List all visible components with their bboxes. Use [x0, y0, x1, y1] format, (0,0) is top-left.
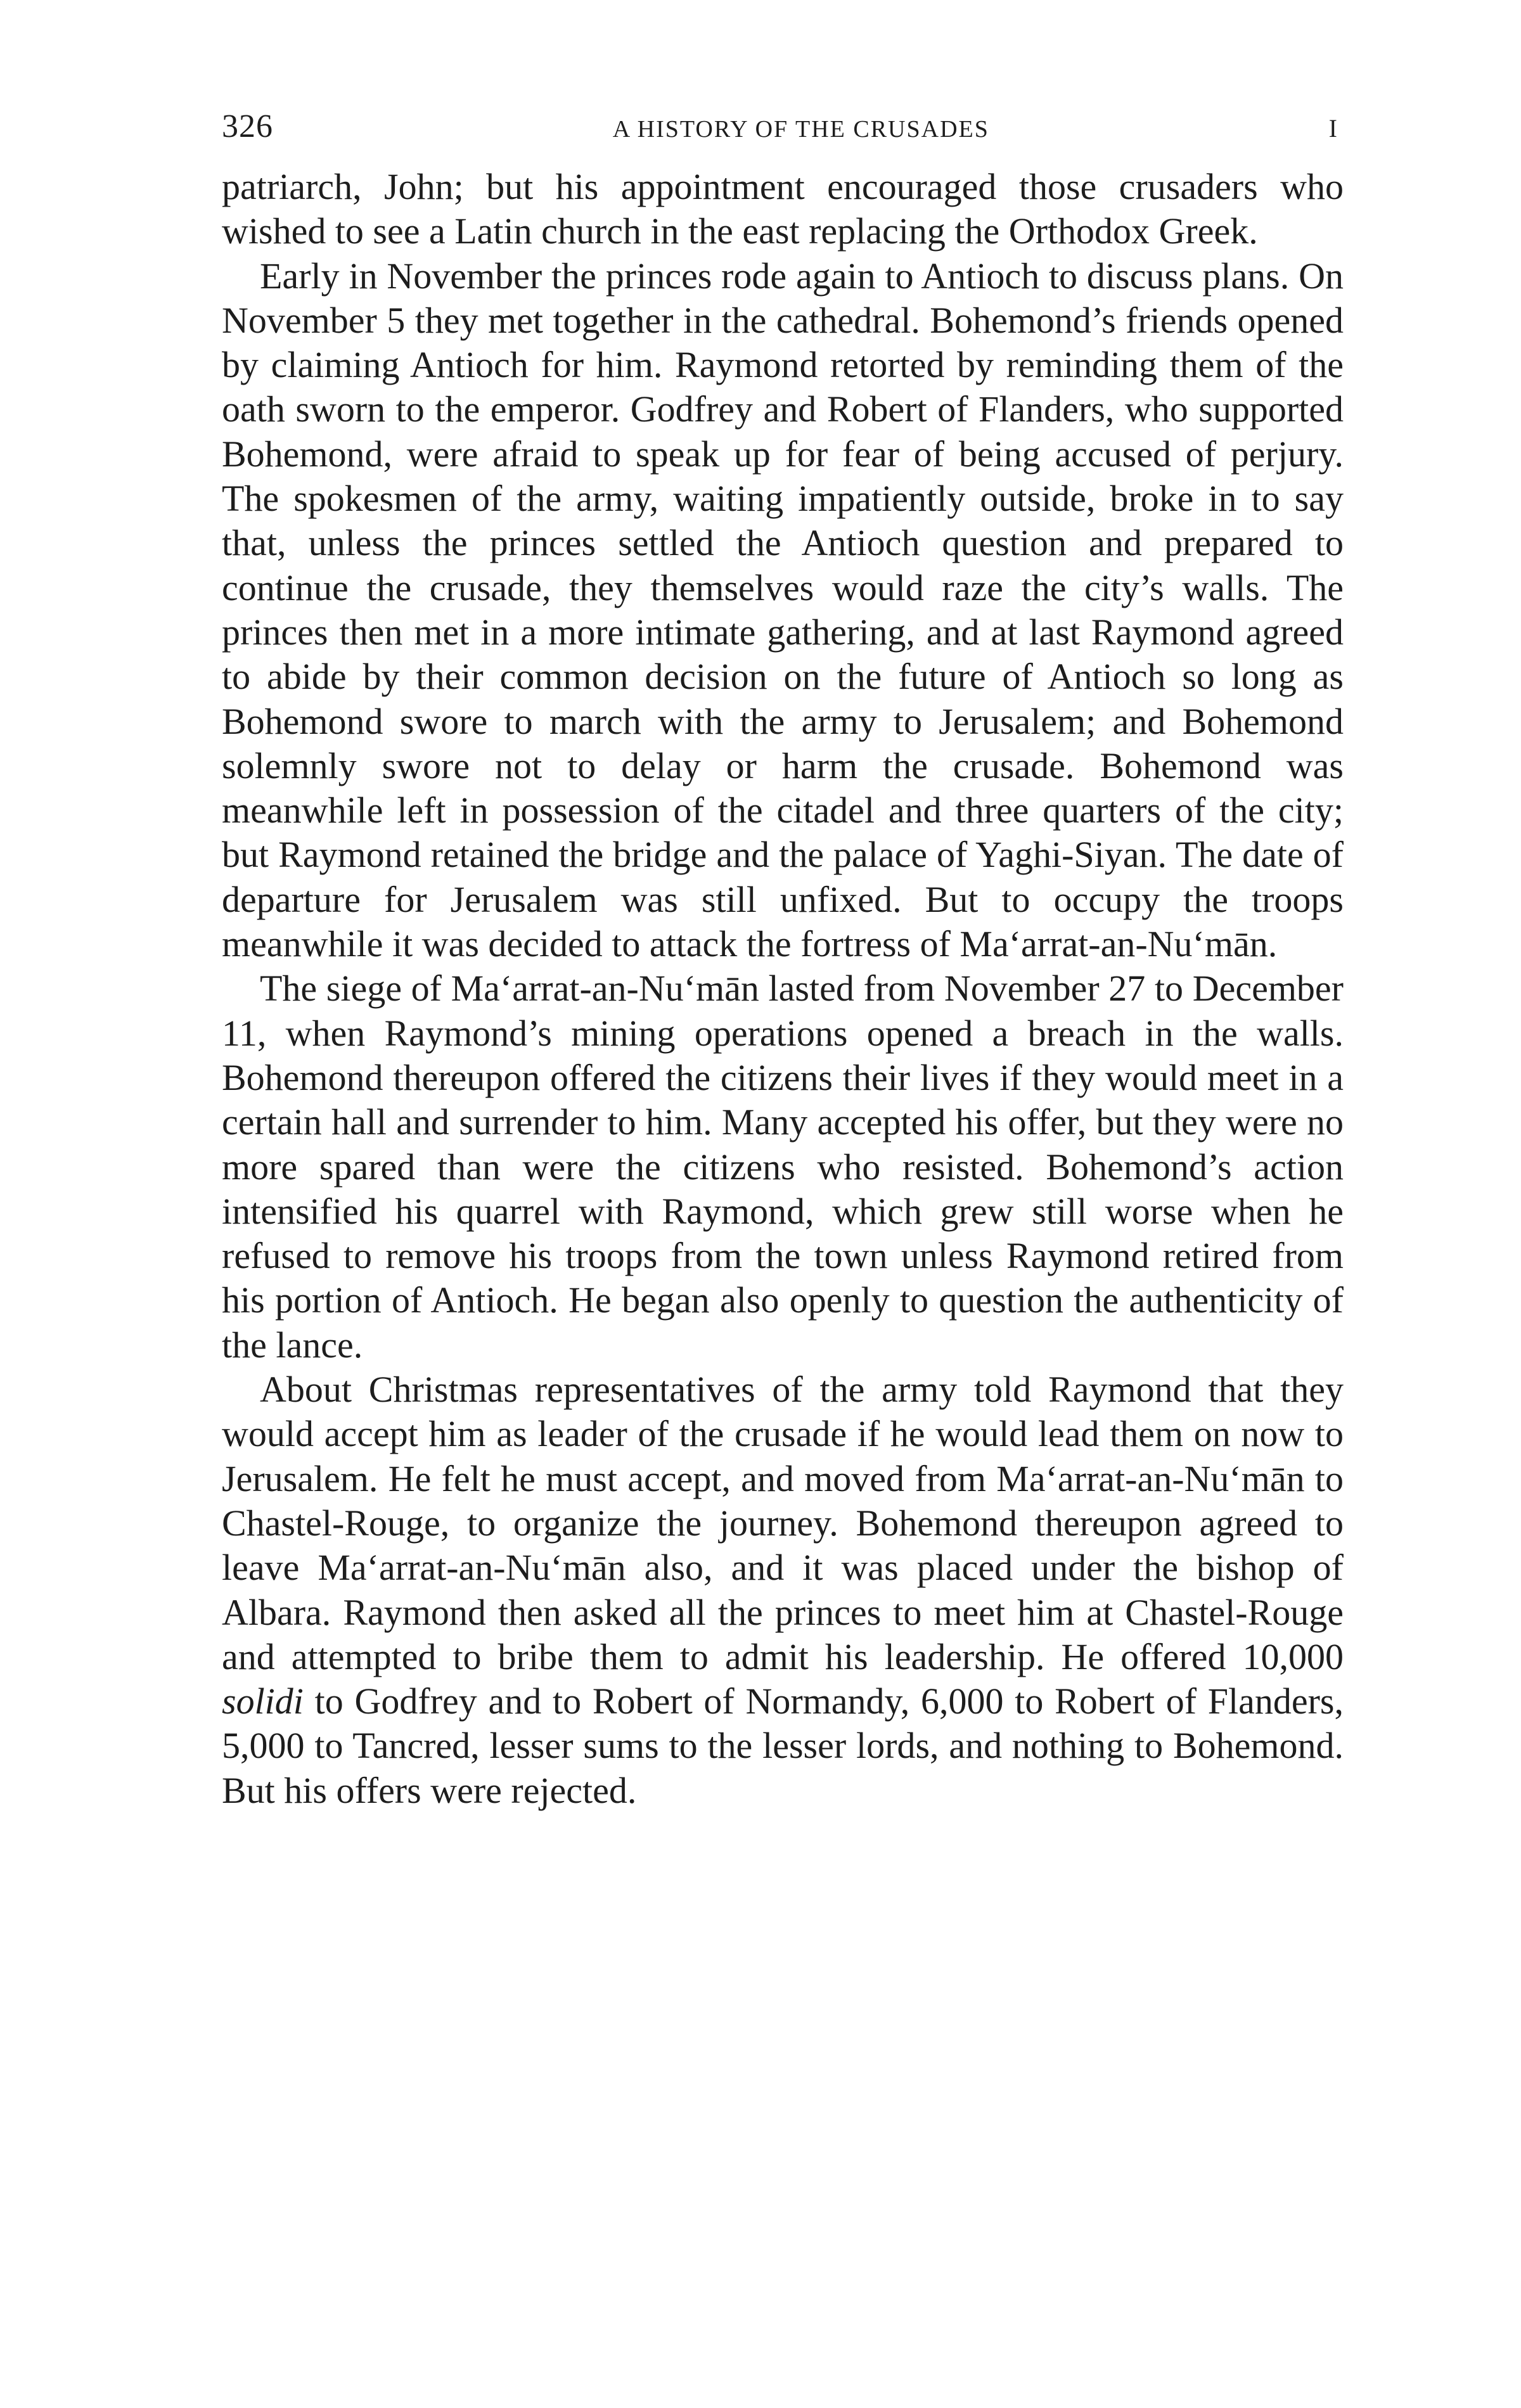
chapter-number: I — [1328, 114, 1337, 143]
paragraph-princes-meeting: Early in November the princes rode again to Antioch to discuss plans. On November 5 they met together in the cathedral. Bohemond’s friends opened by claiming Antioch for him. Raymond retorted by reminding them of the oath sworn to the emperor. Godfrey and Robert of Flanders, who supported Bohemond, were afraid to speak up for fear of being accused of perjury. The spokesmen of the army, waiting impatiently outside, broke in to say that, unless the princes settled the Antioch question and prepared to continue the crusade, they themselves would raze the city’s walls. The princes then met in a more intimate gathering, and at last Raymond agreed to abide by their common decision on the future of Antioch so long as Bohemond swore to march with the army to Jerusalem; and Bohemond solemnly swore not to delay or harm the crusade. Bohemond was meanwhile left in possession of the citadel and three quarters of the city; but Raymond retained the bridge and the palace of Yaghi-Siyan. The date of departure for Jerusalem was still unfixed. But to occupy the troops meanwhile it was decided to attack the fortress of Ma‘arrat-an-Nu‘mān. — [222, 255, 1344, 965]
paragraph-christmas-text-before: About Christmas representatives of the army told Raymond that they would accept him as leader of the crusade if he would lead them on now to Jerusalem. He felt he must accept, and moved from Ma‘arrat-an-Nu‘mān to Chastel-Rouge, to organize the journey. Bohemond thereupon agreed to leave Ma‘arrat-an-Nu‘mān also, and it was placed under the bishop of Albara. Raymond then asked all the princes to meet him at Chastel-Rouge and attempted to bribe them to admit his leadership. He offered 10,000 — [222, 1369, 1344, 1677]
paragraph-siege: The siege of Ma‘arrat-an-Nu‘mān lasted from November 27 to December 11, when Raymond’s mining operations opened a breach in the walls. Bohemond thereupon offered the citizens their lives if they would meet in a certain hall and surrender to him. Many accepted his offer, but they were no more spared than were the citizens who resisted. Bohemond’s action intensified his quarrel with Raymond, which grew still worse when he refused to remove his troops from the town unless Raymond retired from his portion of Antioch. He began also openly to question the authenticity of the lance. — [222, 968, 1344, 1366]
paragraph-christmas — [222, 1367, 1344, 1813]
paragraph-christmas-text-after: to Godfrey and to Robert of Normandy, 6,000 to Robert of Flanders, 5,000 to Tancred, lesser sums to the lesser lords, and nothing to Bohemond. But his offers were rejected. — [222, 1681, 1344, 1811]
italic-solidi: solidi — [222, 1681, 304, 1722]
running-title: A HISTORY OF THE CRUSADES — [612, 116, 989, 143]
page-number: 326 — [222, 108, 273, 144]
book-page — [222, 108, 1344, 1813]
paragraph-continued: patriarch, John; but his appointment encouraged those crusaders who wished to see a Latin church in the east replacing the Orthodox Greek. — [222, 166, 1344, 252]
running-head — [222, 108, 1344, 152]
body-text — [222, 165, 1344, 1813]
